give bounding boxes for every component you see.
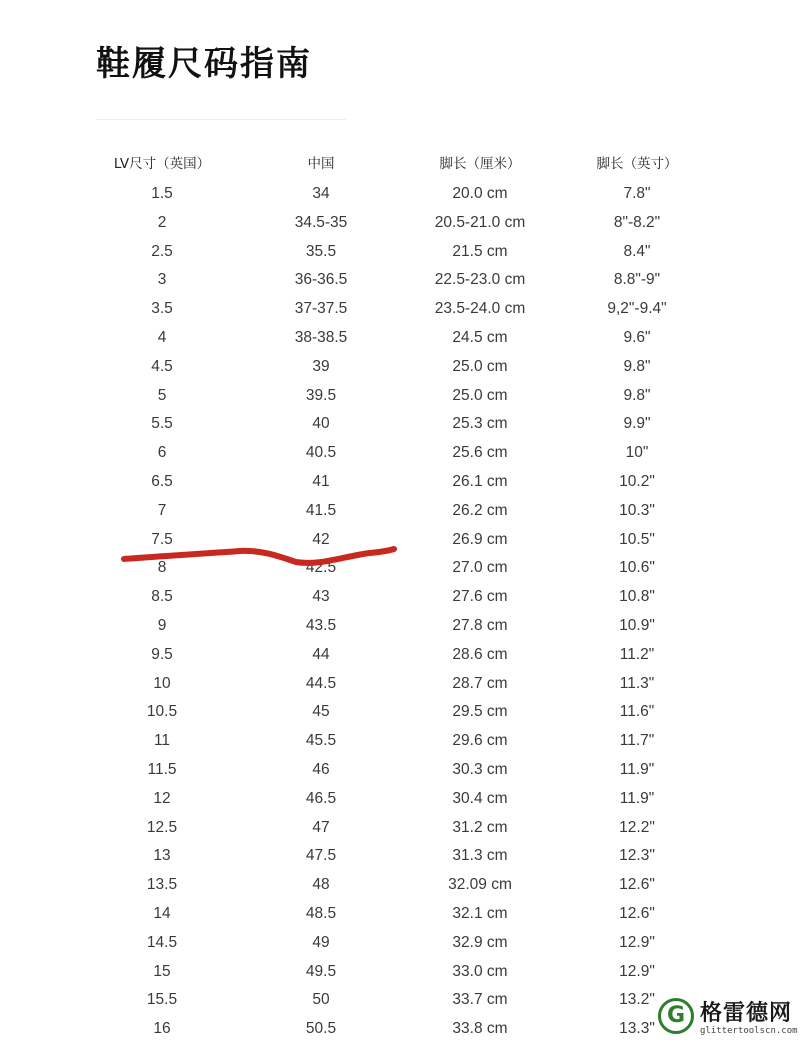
table-row (0, 958, 800, 987)
cell-china-size: 46 (312, 760, 330, 778)
table-row (0, 382, 800, 411)
cell-china-size: 48.5 (305, 904, 337, 922)
cell-china-size: 37-37.5 (294, 300, 348, 318)
cell-foot-length-cm: 20.5-21.0 cm (434, 213, 526, 231)
cell-foot-length-inch: 11.2" (619, 645, 655, 663)
cell-foot-length-inch: 12.6" (619, 876, 655, 894)
table-row (0, 698, 800, 727)
cell-lv-uk-size: 6 (157, 444, 167, 462)
cell-china-size: 35.5 (305, 242, 337, 260)
cell-china-size: 44.5 (305, 674, 337, 692)
table-row (0, 871, 800, 900)
cell-foot-length-inch: 9,2"-9.4" (607, 300, 667, 318)
cell-lv-uk-size: 16 (153, 1020, 171, 1038)
header-foot-length-inch: 脚长（英寸） (596, 156, 678, 172)
cell-foot-length-inch: 12.3" (619, 847, 655, 865)
cell-foot-length-cm: 27.0 cm (452, 559, 508, 577)
cell-china-size: 50.5 (305, 1020, 337, 1038)
cell-foot-length-cm: 25.3 cm (452, 415, 508, 433)
table-row (0, 583, 800, 612)
cell-foot-length-inch: 11.9" (619, 760, 655, 778)
cell-foot-length-inch: 11.3" (619, 674, 655, 692)
cell-foot-length-cm: 32.9 cm (452, 933, 508, 951)
cell-foot-length-cm: 29.6 cm (452, 732, 508, 750)
cell-foot-length-cm: 21.5 cm (452, 242, 508, 260)
cell-foot-length-cm: 22.5-23.0 cm (434, 271, 526, 289)
table-row (0, 324, 800, 353)
cell-foot-length-inch: 11.9" (619, 789, 655, 807)
cell-foot-length-inch: 12.2" (619, 818, 655, 836)
page-title: 鞋履尺码指南 (96, 44, 312, 84)
table-row (0, 814, 800, 843)
cell-lv-uk-size: 7 (157, 501, 167, 519)
cell-foot-length-cm: 33.7 cm (452, 991, 508, 1009)
cell-foot-length-cm: 30.3 cm (452, 760, 508, 778)
cell-foot-length-cm: 28.6 cm (452, 645, 508, 663)
cell-china-size: 34 (312, 185, 330, 202)
site-watermark (656, 996, 796, 1044)
table-body (0, 180, 800, 1044)
cell-foot-length-inch: 8.4" (623, 242, 651, 260)
cell-foot-length-inch: 7.8" (623, 185, 651, 202)
cell-foot-length-cm: 25.0 cm (452, 386, 508, 404)
table-row (0, 612, 800, 641)
cell-lv-uk-size: 5.5 (151, 415, 173, 433)
cell-china-size: 46.5 (305, 789, 337, 807)
cell-china-size: 45.5 (305, 732, 337, 750)
cell-foot-length-inch: 9.9" (623, 415, 651, 433)
cell-lv-uk-size: 14.5 (146, 933, 178, 951)
cell-lv-uk-size: 7.5 (151, 530, 173, 548)
cell-china-size: 50 (312, 991, 330, 1009)
cell-lv-uk-size: 13 (153, 847, 171, 865)
cell-lv-uk-size: 2.5 (151, 242, 173, 260)
cell-china-size: 47 (312, 818, 330, 836)
watermark-site-url: glittertoolscn.com (700, 1026, 798, 1036)
table-row (0, 727, 800, 756)
table-row (0, 439, 800, 468)
cell-china-size: 49 (312, 933, 330, 951)
table-row (0, 929, 800, 958)
cell-lv-uk-size: 12 (153, 789, 171, 807)
cell-lv-uk-size: 12.5 (146, 818, 178, 836)
cell-foot-length-inch: 13.3" (619, 1020, 655, 1038)
cell-lv-uk-size: 8 (157, 559, 167, 577)
cell-lv-uk-size: 10.5 (146, 703, 178, 721)
cell-lv-uk-size: 11.5 (147, 760, 177, 778)
header-lv-uk-size: LV尺寸（英国） (113, 156, 211, 172)
cell-lv-uk-size: 5 (157, 386, 167, 404)
cell-foot-length-inch: 11.6" (619, 703, 655, 721)
cell-china-size: 40.5 (305, 444, 337, 462)
cell-foot-length-cm: 27.8 cm (452, 616, 508, 634)
cell-china-size: 39 (312, 357, 330, 375)
cell-foot-length-inch: 13.2" (619, 991, 655, 1009)
table-row (0, 526, 800, 555)
cell-foot-length-inch: 10.2" (619, 472, 655, 490)
cell-china-size: 40 (312, 415, 330, 433)
cell-lv-uk-size: 2 (157, 213, 167, 231)
cell-foot-length-inch: 10.9" (619, 616, 655, 634)
cell-foot-length-inch: 10.6" (619, 559, 655, 577)
cell-lv-uk-size: 10 (153, 674, 171, 692)
cell-foot-length-cm: 32.1 cm (452, 904, 508, 922)
cell-lv-uk-size: 8.5 (151, 588, 173, 606)
cell-lv-uk-size: 9.5 (151, 645, 173, 663)
cell-foot-length-cm: 32.09 cm (448, 876, 512, 894)
cell-lv-uk-size: 11 (153, 732, 171, 750)
cell-china-size: 34.5-35 (294, 213, 348, 231)
table-row (0, 900, 800, 929)
cell-foot-length-inch: 8.8"-9" (613, 271, 661, 289)
cell-foot-length-inch: 11.7" (619, 732, 655, 750)
cell-foot-length-cm: 31.2 cm (452, 818, 508, 836)
cell-foot-length-inch: 10.8" (619, 588, 655, 606)
cell-foot-length-inch: 12.9" (619, 962, 655, 980)
cell-china-size: 36-36.5 (294, 271, 348, 289)
cell-china-size: 38-38.5 (294, 328, 348, 346)
cell-lv-uk-size: 15.5 (146, 991, 178, 1009)
cell-foot-length-cm: 33.0 cm (452, 962, 508, 980)
table-row (0, 497, 800, 526)
cell-foot-length-cm: 24.5 cm (452, 328, 508, 346)
table-row (0, 353, 800, 382)
cell-foot-length-inch: 9.6" (623, 328, 651, 346)
header-china-size: 中国 (307, 156, 335, 172)
cell-foot-length-cm: 30.4 cm (452, 789, 508, 807)
size-table (0, 150, 800, 1044)
cell-foot-length-inch: 9.8" (623, 357, 651, 375)
cell-foot-length-inch: 8"-8.2" (613, 213, 661, 231)
cell-lv-uk-size: 4 (157, 328, 167, 346)
cell-foot-length-inch: 10.5" (619, 530, 655, 548)
cell-foot-length-cm: 25.0 cm (452, 357, 508, 375)
cell-china-size: 43.5 (305, 616, 337, 634)
cell-china-size: 49.5 (305, 962, 337, 980)
cell-lv-uk-size: 3 (157, 271, 167, 289)
table-row (0, 756, 800, 785)
table-row (0, 295, 800, 324)
cell-foot-length-inch: 10" (625, 444, 649, 462)
cell-foot-length-inch: 12.6" (619, 904, 655, 922)
cell-china-size: 42 (312, 530, 330, 548)
cell-china-size: 39.5 (305, 386, 337, 404)
table-row (0, 238, 800, 267)
title-divider (96, 119, 346, 120)
cell-foot-length-inch: 12.9" (619, 933, 655, 951)
cell-foot-length-inch: 10.3" (619, 501, 655, 519)
watermark-site-name: 格雷德网 (700, 1000, 793, 1026)
cell-foot-length-cm: 23.5-24.0 cm (434, 300, 526, 318)
cell-foot-length-cm: 33.8 cm (452, 1020, 508, 1038)
cell-lv-uk-size: 1.5 (151, 185, 173, 202)
cell-china-size: 44 (312, 645, 330, 663)
cell-foot-length-inch: 9.8" (623, 386, 651, 404)
table-header-row (0, 150, 800, 180)
cell-foot-length-cm: 31.3 cm (452, 847, 508, 865)
cell-lv-uk-size: 3.5 (151, 300, 173, 318)
table-row (0, 785, 800, 814)
header-foot-length-cm: 脚长（厘米） (439, 156, 521, 172)
watermark-logo-icon: G (658, 998, 694, 1034)
cell-foot-length-cm: 26.2 cm (452, 501, 508, 519)
cell-china-size: 45 (312, 703, 330, 721)
cell-china-size: 42.5 (305, 559, 337, 577)
cell-lv-uk-size: 4.5 (151, 357, 173, 375)
cell-china-size: 48 (312, 876, 330, 894)
table-row (0, 670, 800, 699)
cell-foot-length-cm: 28.7 cm (452, 674, 508, 692)
cell-lv-uk-size: 6.5 (151, 472, 173, 490)
cell-foot-length-cm: 25.6 cm (452, 444, 508, 462)
table-row (0, 842, 800, 871)
table-row (0, 410, 800, 439)
table-row (0, 266, 800, 295)
cell-lv-uk-size: 13.5 (146, 876, 178, 894)
cell-china-size: 47.5 (305, 847, 337, 865)
cell-foot-length-cm: 29.5 cm (452, 703, 508, 721)
cell-foot-length-cm: 27.6 cm (452, 588, 508, 606)
table-row (0, 554, 800, 583)
cell-lv-uk-size: 14 (153, 904, 171, 922)
cell-lv-uk-size: 9 (157, 616, 167, 634)
table-row (0, 641, 800, 670)
cell-lv-uk-size: 15 (153, 962, 171, 980)
table-row (0, 180, 800, 209)
cell-china-size: 41.5 (305, 501, 337, 519)
cell-china-size: 41 (312, 472, 330, 490)
cell-foot-length-cm: 26.9 cm (452, 530, 508, 548)
table-row (0, 468, 800, 497)
table-row (0, 209, 800, 238)
cell-china-size: 43 (312, 588, 330, 606)
cell-foot-length-cm: 20.0 cm (452, 185, 508, 202)
cell-foot-length-cm: 26.1 cm (452, 472, 508, 490)
